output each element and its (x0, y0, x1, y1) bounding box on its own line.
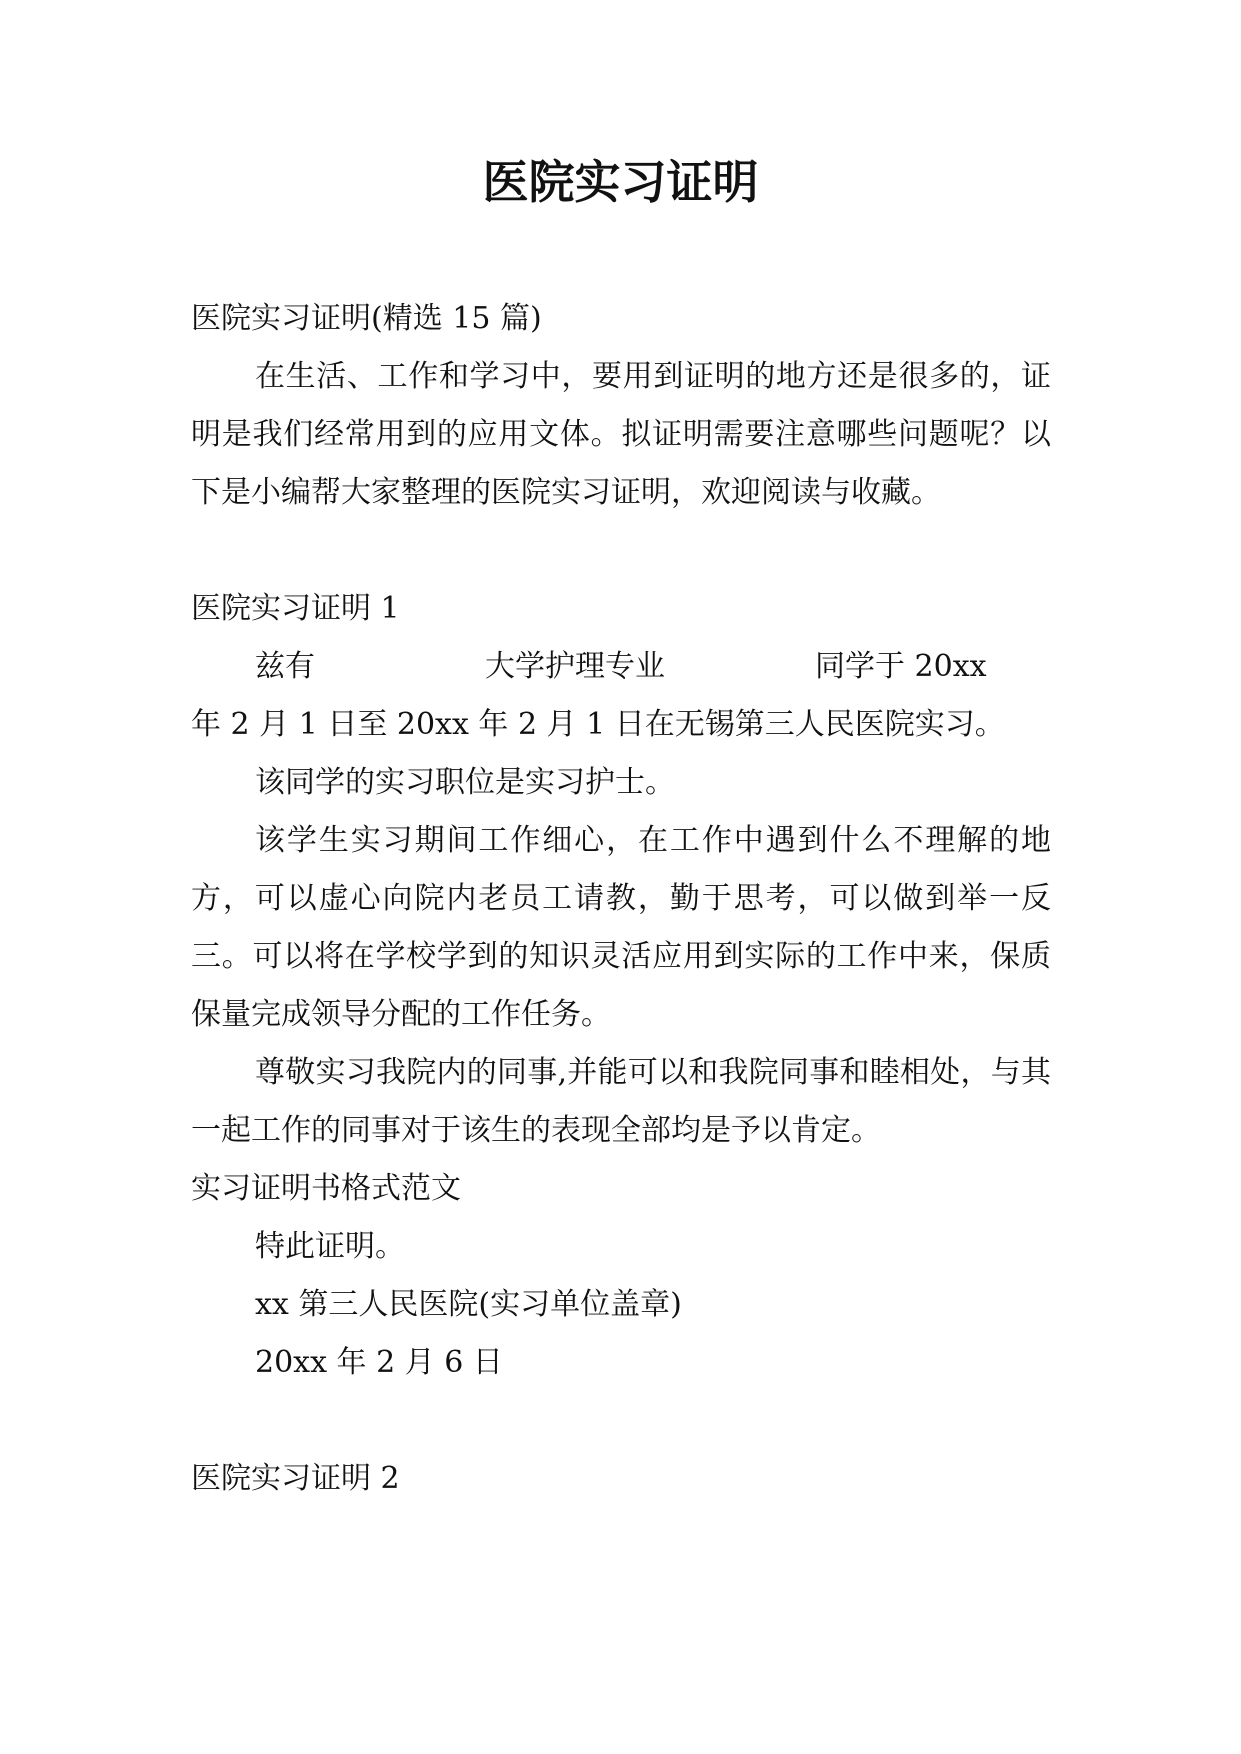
intro-paragraph: 在生活、工作和学习中，要用到证明的地方还是很多的，证明是我们经常用到的应用文体。拟证明需要注意哪些问题呢？以下是小编帮大家整理的医院实习证明，欢迎阅读与收藏。 (191, 359, 1051, 510)
section-heading: 医院实习证明 1 (191, 591, 400, 626)
document-title: 医院实习证明 (482, 155, 759, 209)
date-line: 20xx 年 2 月 6 日 (255, 1345, 503, 1380)
performance-paragraph: 该学生实习期间工作细心，在工作中遇到什么不理解的地方，可以虚心向院内老员工请教，勤于思考，可以做到举一反三。可以将在学校学到的知识灵活应用到实际的工作中来，保质保量完成领导分配的工作任务。 (191, 823, 1051, 1032)
section-heading: 医院实习证明 2 (191, 1461, 400, 1496)
closing-line: 特此证明。 (255, 1229, 405, 1264)
spacer (191, 1392, 1051, 1450)
certificate-line-1 (191, 638, 1051, 696)
certificate-line-2: 年 2 月 1 日至 20xx 年 2 月 1 日在无锡第三人民医院实习。 (191, 707, 1005, 742)
format-line: 实习证明书格式范文 (191, 1171, 461, 1206)
spacer (191, 522, 1051, 580)
blank-prefix: 兹有 (255, 649, 315, 684)
position-paragraph: 该同学的实习职位是实习护士。 (255, 765, 675, 800)
school-major: 大学护理专业 (485, 649, 665, 684)
document-body (191, 290, 1051, 1508)
subtitle: 医院实习证明(精选 15 篇) (191, 301, 542, 336)
signature-line: xx 第三人民医院(实习单位盖章) (255, 1287, 682, 1322)
student-dates-start: 同学于 20xx (815, 649, 987, 684)
colleagues-paragraph: 尊敬实习我院内的同事,并能可以和我院同事和睦相处，与其一起工作的同事对于该生的表现全部均是予以肯定。 (191, 1055, 1051, 1148)
